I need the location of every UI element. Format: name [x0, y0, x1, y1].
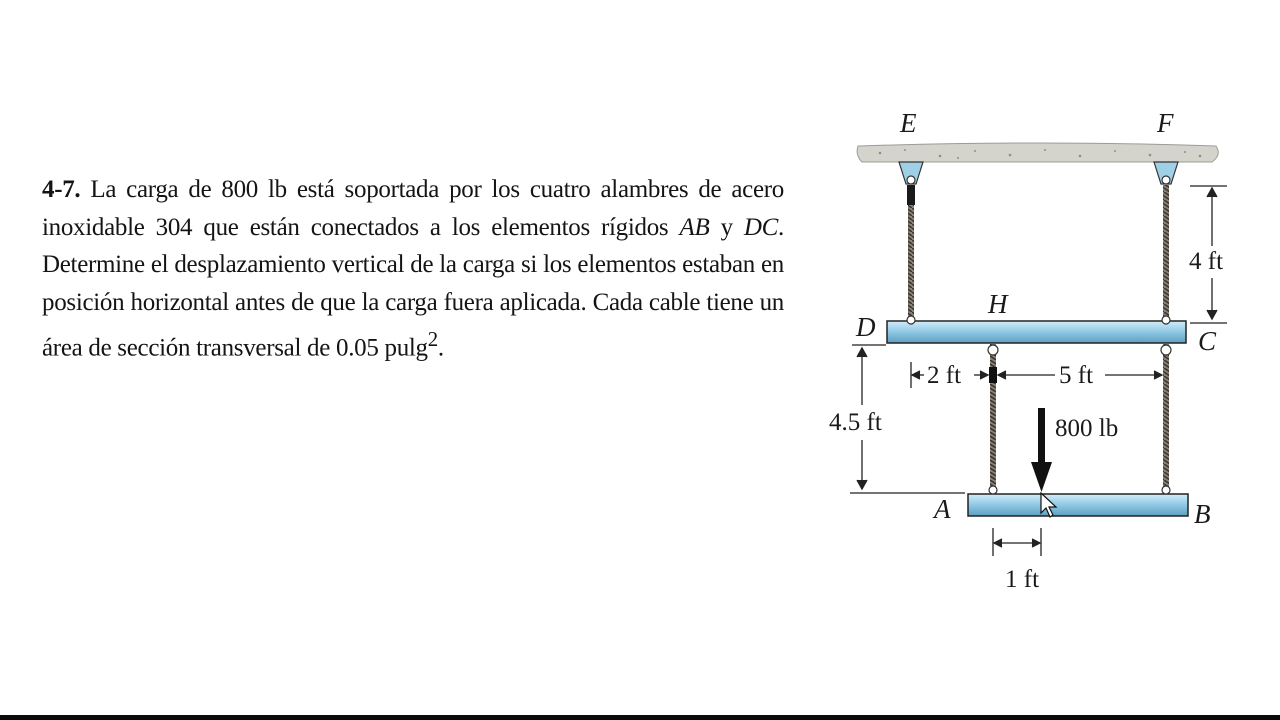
member-ab: AB — [679, 213, 710, 241]
problem-text-1: La carga de 800 lb está soportada por los cuatro alambres de acero inoxidable 304 que están conectados a los elementos rígidos — [42, 176, 784, 241]
cable-e — [907, 185, 915, 320]
member-dc: DC — [743, 213, 779, 241]
label-h: H — [988, 289, 1008, 319]
video-bottom-bar — [0, 715, 1280, 720]
problem-number: 4-7. — [42, 176, 81, 203]
cable-c — [1163, 344, 1169, 492]
load-label: 800 lb — [1055, 415, 1119, 442]
cable-h — [990, 344, 996, 492]
bracket-e — [899, 162, 923, 184]
beam-dc — [887, 321, 1186, 343]
load-arrow — [1031, 408, 1052, 492]
dimension-label-2ft: 2 ft — [927, 362, 962, 389]
dimension-label-5ft: 5 ft — [1059, 362, 1094, 389]
beam-ab — [968, 494, 1188, 516]
dimension-1ft — [993, 528, 1041, 556]
dimension-label-4-5ft: 4.5 ft — [829, 409, 882, 436]
label-a: A — [934, 494, 951, 524]
label-f: F — [1157, 108, 1174, 138]
superscript: 2 — [427, 327, 438, 351]
period: . — [437, 334, 444, 362]
label-b: B — [1194, 499, 1211, 529]
label-e: E — [900, 108, 917, 138]
conjunction: y — [709, 213, 744, 241]
label-c: C — [1198, 326, 1217, 356]
bracket-f — [1154, 162, 1178, 184]
cable-f — [1163, 185, 1169, 320]
ceiling-support — [857, 143, 1218, 162]
dimension-label-1ft: 1 ft — [1005, 566, 1040, 593]
label-d: D — [856, 312, 876, 342]
dimension-label-4ft: 4 ft — [1189, 248, 1224, 275]
problem-text-2: . Determine el desplazamiento vertical de la carga si los elementos estaban en posición horizontal antes de que la carga fuera aplicada. Cada cable tiene un área de sección transversal de 0.05 pulg — [42, 213, 784, 362]
